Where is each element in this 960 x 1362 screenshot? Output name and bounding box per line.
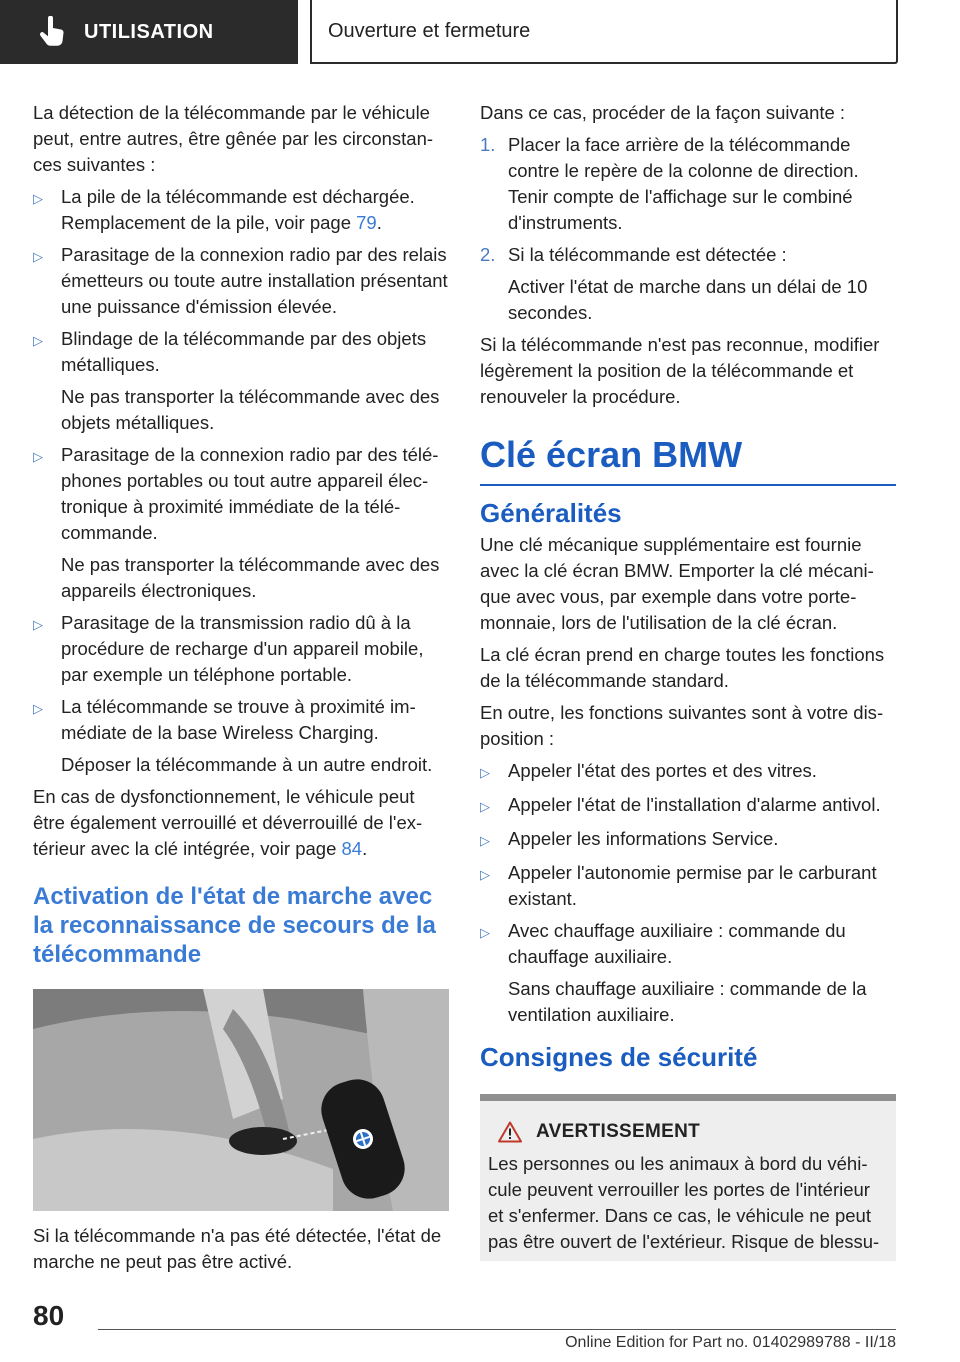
list-item	[33, 610, 449, 688]
step-item	[480, 242, 896, 326]
triangle-bullet-icon: ▷	[480, 925, 490, 940]
left-outro: En cas de dysfonctionnement, le véhicule peut être également verrouillé et déverrouillé de l'extérieur avec la clé intégrée, voir page 84.	[33, 786, 423, 859]
photo-caption: Si la télécommande n'a pas été détectée, l'état de marche ne peut pas être activé.	[33, 1225, 442, 1272]
step-item	[480, 132, 896, 236]
right-intro: Dans ce cas, procéder de la façon suivante :	[480, 102, 846, 123]
right-column	[480, 100, 896, 1261]
bullet-text: Appeler l'autonomie permise par le carburant existant.	[508, 862, 877, 909]
footer-divider	[98, 1329, 896, 1330]
bullet-text: Parasitage de la connexion radio par des téléphones portables ou tout autre appareil électronique à proximité immédiate de la télécommande.	[61, 444, 439, 543]
page-link[interactable]: 84	[341, 838, 363, 859]
footer-edition: Online Edition for Part no. 01402989788 - II/18	[565, 1334, 896, 1351]
section-tab	[0, 0, 298, 64]
list-item	[480, 860, 896, 912]
bullet-extra: Sans chauffage auxiliaire : commande de la ventilation auxiliaire.	[508, 978, 867, 1025]
bullet-text: Appeler l'état des portes et des vitres.	[508, 760, 817, 781]
triangle-bullet-icon: ▷	[480, 867, 490, 882]
triangle-bullet-icon: ▷	[33, 617, 43, 632]
step-text: Si la télécommande est détectée :	[508, 244, 787, 265]
bullet-extra: Ne pas transporter la télécommande avec des objets métalliques.	[61, 386, 440, 433]
page-link[interactable]: 79	[356, 212, 377, 233]
note-text: Si la télécommande n'est pas reconnue, modifier légèrement la position de la télécommande et renouveler la procédure.	[480, 334, 880, 407]
bullet-text: La pile de la télécommande est déchargée. Remplacement de la pile, voir page	[61, 186, 415, 233]
paragraph: En outre, les fonctions suivantes sont à votre disposition :	[480, 702, 884, 749]
triangle-bullet-icon: ▷	[480, 765, 490, 780]
warning-text: Les personnes ou les animaux à bord du véhicule peuvent verrouiller les portes de l'intérieur et s'enfermer. Dans ce cas, le véhicule ne peut pas être ouvert de l'extérieur. Risque de blessu-	[488, 1153, 880, 1252]
left-intro: La détection de la télécommande par le véhicule peut, entre autres, être gênée par les circonstances suivantes :	[33, 102, 434, 175]
warning-title: AVERTISSEMENT	[536, 1121, 701, 1142]
steering-column-photo	[33, 989, 449, 1211]
bullet-text: Appeler les informations Service.	[508, 828, 779, 849]
list-item: ▷ La pile de la télécommande est déchargée. Remplacement de la pile, voir page 79.	[33, 184, 449, 236]
subsection-title: Ouverture et fermeture	[328, 19, 531, 42]
bullet-text: Parasitage de la transmission radio dû à la procédure de recharge d'un appareil mobile, par exemple un téléphone portable.	[61, 612, 424, 685]
step-text: Placer la face arrière de la télécommande contre le repère de la colonne de direction. Tenir compte de l'affichage sur le combiné d'instruments.	[508, 134, 859, 233]
step-number: 2.	[480, 244, 496, 265]
bullet-text: Blindage de la télécommande par des objets métalliques.	[61, 328, 427, 375]
list-item	[480, 918, 896, 1028]
list-item	[33, 326, 449, 436]
bullet-extra: Déposer la télécommande à un autre endroit.	[61, 754, 433, 775]
warning-triangle-icon	[498, 1121, 522, 1143]
subheading-generalites: Généralités	[480, 498, 622, 528]
list-item	[33, 242, 449, 320]
chapter-heading: Clé écran BMW	[480, 416, 896, 486]
bullet-text: Avec chauffage auxiliaire : commande du chauffage auxiliaire.	[508, 920, 846, 967]
list-item	[480, 826, 896, 854]
bullet-extra: Ne pas transporter la télécommande avec des appareils électroniques.	[61, 554, 440, 601]
list-item	[33, 442, 449, 604]
warning-box	[480, 1094, 896, 1261]
subsection-header	[310, 0, 898, 64]
car-interior-illustration	[33, 989, 449, 1211]
paragraph: Une clé mécanique supplémentaire est fournie avec la clé écran BMW. Emporter la clé mécanique avec vous, par exemple dans votre porte-monnaie, lors de l'utilisation de la clé écran.	[480, 534, 874, 633]
bullet-text: Appeler l'état de l'installation d'alarme antivol.	[508, 794, 881, 815]
triangle-bullet-icon: ▷	[33, 701, 43, 716]
left-column	[33, 100, 449, 1281]
triangle-bullet-icon: ▷	[480, 799, 490, 814]
hand-touch-icon	[38, 16, 66, 48]
step-extra: Activer l'état de marche dans un délai de 10 secondes.	[508, 276, 868, 323]
page-number: 80	[33, 1300, 65, 1331]
bullet-text: La télécommande se trouve à proximité immédiate de la base Wireless Charging.	[61, 696, 416, 743]
triangle-bullet-icon: ▷	[33, 449, 43, 464]
triangle-bullet-icon: ▷	[480, 833, 490, 848]
triangle-bullet-icon: ▷	[33, 249, 43, 264]
subheading-consignes: Consignes de sécurité	[480, 1042, 758, 1072]
step-number: 1.	[480, 134, 496, 155]
bullet-text: Parasitage de la connexion radio par des relais émetteurs ou toute autre installation présentant une puissance d'émission élevée.	[61, 244, 448, 317]
list-item	[480, 758, 896, 786]
list-item	[480, 792, 896, 820]
paragraph: La clé écran prend en charge toutes les fonctions de la télécommande standard.	[480, 644, 885, 691]
list-item	[33, 694, 449, 778]
triangle-bullet-icon: ▷	[33, 191, 43, 206]
triangle-bullet-icon: ▷	[33, 333, 43, 348]
section-heading: Activation de l'état de marche avec la reconnaissance de secours de la télécommande	[33, 883, 436, 968]
section-title: UTILISATION	[84, 20, 214, 43]
